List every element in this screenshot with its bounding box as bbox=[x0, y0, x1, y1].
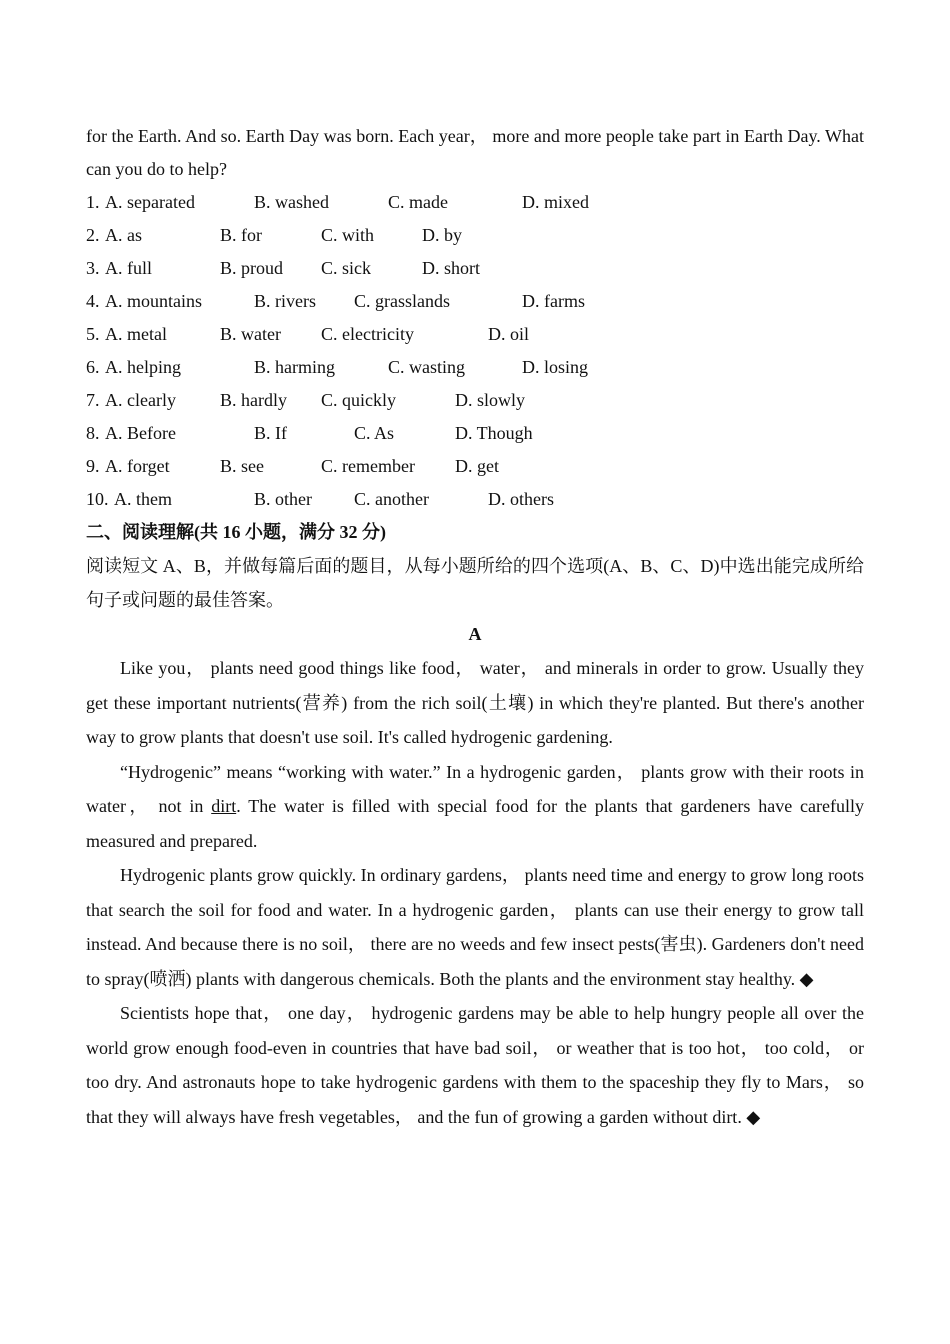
question-row bbox=[86, 483, 864, 516]
question-number: 4. bbox=[86, 291, 100, 311]
section-instructions: 阅读短文 A、B，并做每篇后面的题目，从每小题所给的四个选项(A、B、C、D)中选出能完成所给句子或问题的最佳答案。 bbox=[86, 556, 864, 610]
document-page bbox=[86, 120, 864, 1134]
question-number: 6. bbox=[86, 357, 100, 377]
option-d: D. others bbox=[488, 489, 554, 509]
option-a: A. Before bbox=[105, 423, 176, 443]
option-c: C. wasting bbox=[388, 357, 466, 377]
paragraph-text: “Hydrogenic” means “working with water.” In a hydrogenic garden， plants grow with their roots in water， not in bbox=[86, 761, 864, 816]
underlined-word: dirt bbox=[211, 796, 237, 816]
passage-paragraph: Like you， plants need good things like food， water， and minerals in order to grow. Usually they get these important nutrients(营养) from the rich soil(土壤) in which they're planted. But there's another way to grow plants that doesn't use soil. It's called hydrogenic gardening. bbox=[86, 658, 864, 747]
question-number: 3. bbox=[86, 258, 100, 278]
option-d: D. slowly bbox=[455, 390, 526, 410]
option-b: B. see bbox=[220, 456, 264, 476]
option-b: B. hardly bbox=[220, 390, 287, 410]
cloze-passage-ending: for the Earth. And so. Earth Day was born. Each year， more and more people take part in Earth Day. What can you do to help? bbox=[86, 126, 864, 179]
option-a: A. clearly bbox=[105, 390, 176, 410]
option-b: B. proud bbox=[220, 258, 283, 278]
option-b: B. other bbox=[254, 489, 312, 509]
option-d: D. oil bbox=[488, 324, 530, 344]
question-number: 1. bbox=[86, 192, 100, 212]
question-number: 8. bbox=[86, 423, 100, 443]
option-d: D. get bbox=[455, 456, 499, 476]
option-c: C. another bbox=[354, 489, 429, 509]
passage-paragraph bbox=[86, 755, 864, 859]
option-b: B. for bbox=[220, 225, 262, 245]
option-b: B. If bbox=[254, 423, 287, 443]
option-c: C. with bbox=[321, 225, 375, 245]
question-row bbox=[86, 351, 864, 384]
option-a: A. helping bbox=[105, 357, 181, 377]
option-d: D. short bbox=[422, 258, 480, 278]
option-d: D. farms bbox=[522, 291, 585, 311]
option-a: A. forget bbox=[105, 456, 170, 476]
option-d: D. losing bbox=[522, 357, 589, 377]
question-row bbox=[86, 219, 864, 252]
option-c: C. grasslands bbox=[354, 291, 450, 311]
passage-title: A bbox=[468, 624, 482, 644]
question-row bbox=[86, 417, 864, 450]
question-number: 2. bbox=[86, 225, 100, 245]
option-a: A. them bbox=[114, 489, 172, 509]
option-c: C. As bbox=[354, 423, 395, 443]
question-row bbox=[86, 384, 864, 417]
option-a: A. separated bbox=[105, 192, 195, 212]
question-list bbox=[86, 186, 864, 516]
question-number: 7. bbox=[86, 390, 100, 410]
option-a: A. as bbox=[105, 225, 142, 245]
paragraph-text: . The water is filled with special food for the plants that gardeners have carefully measured and prepared. bbox=[86, 796, 864, 851]
option-c: C. quickly bbox=[321, 390, 396, 410]
option-c: C. electricity bbox=[321, 324, 414, 344]
question-row bbox=[86, 450, 864, 483]
option-a: A. mountains bbox=[105, 291, 202, 311]
option-b: B. rivers bbox=[254, 291, 316, 311]
option-d: D. by bbox=[422, 225, 462, 245]
option-c: C. sick bbox=[321, 258, 372, 278]
option-d: D. mixed bbox=[522, 192, 589, 212]
option-a: A. full bbox=[105, 258, 152, 278]
option-b: B. water bbox=[220, 324, 281, 344]
passage-paragraph: Scientists hope that， one day， hydrogenic gardens may be able to help hungry people all over the world grow enough food-even in countries that have bad soil， or weather that is too hot， too cold， or too dry. And astronauts hope to take hydrogenic gardens with them to the spaceship they fly to Mars， so that they will always have fresh vegetables， and the fun of growing a garden without dirt. ◆ bbox=[86, 1003, 864, 1127]
question-row bbox=[86, 318, 864, 351]
option-d: D. Though bbox=[455, 423, 533, 443]
question-row bbox=[86, 186, 864, 219]
question-row bbox=[86, 285, 864, 318]
question-number: 5. bbox=[86, 324, 100, 344]
option-b: B. harming bbox=[254, 357, 335, 377]
passage-paragraph: Hydrogenic plants grow quickly. In ordinary gardens， plants need time and energy to grow long roots that search the soil for food and water. In a hydrogenic garden， plants can use their energy to grow tall instead. And because there is no soil， there are no weeds and few insect pests(害虫). Gardeners don't need to spray(喷洒) plants with dangerous chemicals. Both the plants and the environment stay healthy. ◆ bbox=[86, 865, 864, 989]
question-number: 10. bbox=[86, 489, 109, 509]
question-row bbox=[86, 252, 864, 285]
option-a: A. metal bbox=[105, 324, 167, 344]
option-c: C. made bbox=[388, 192, 448, 212]
option-b: B. washed bbox=[254, 192, 329, 212]
option-c: C. remember bbox=[321, 456, 415, 476]
question-number: 9. bbox=[86, 456, 100, 476]
section-heading: 二、阅读理解(共 16 小题，满分 32 分) bbox=[86, 522, 386, 542]
